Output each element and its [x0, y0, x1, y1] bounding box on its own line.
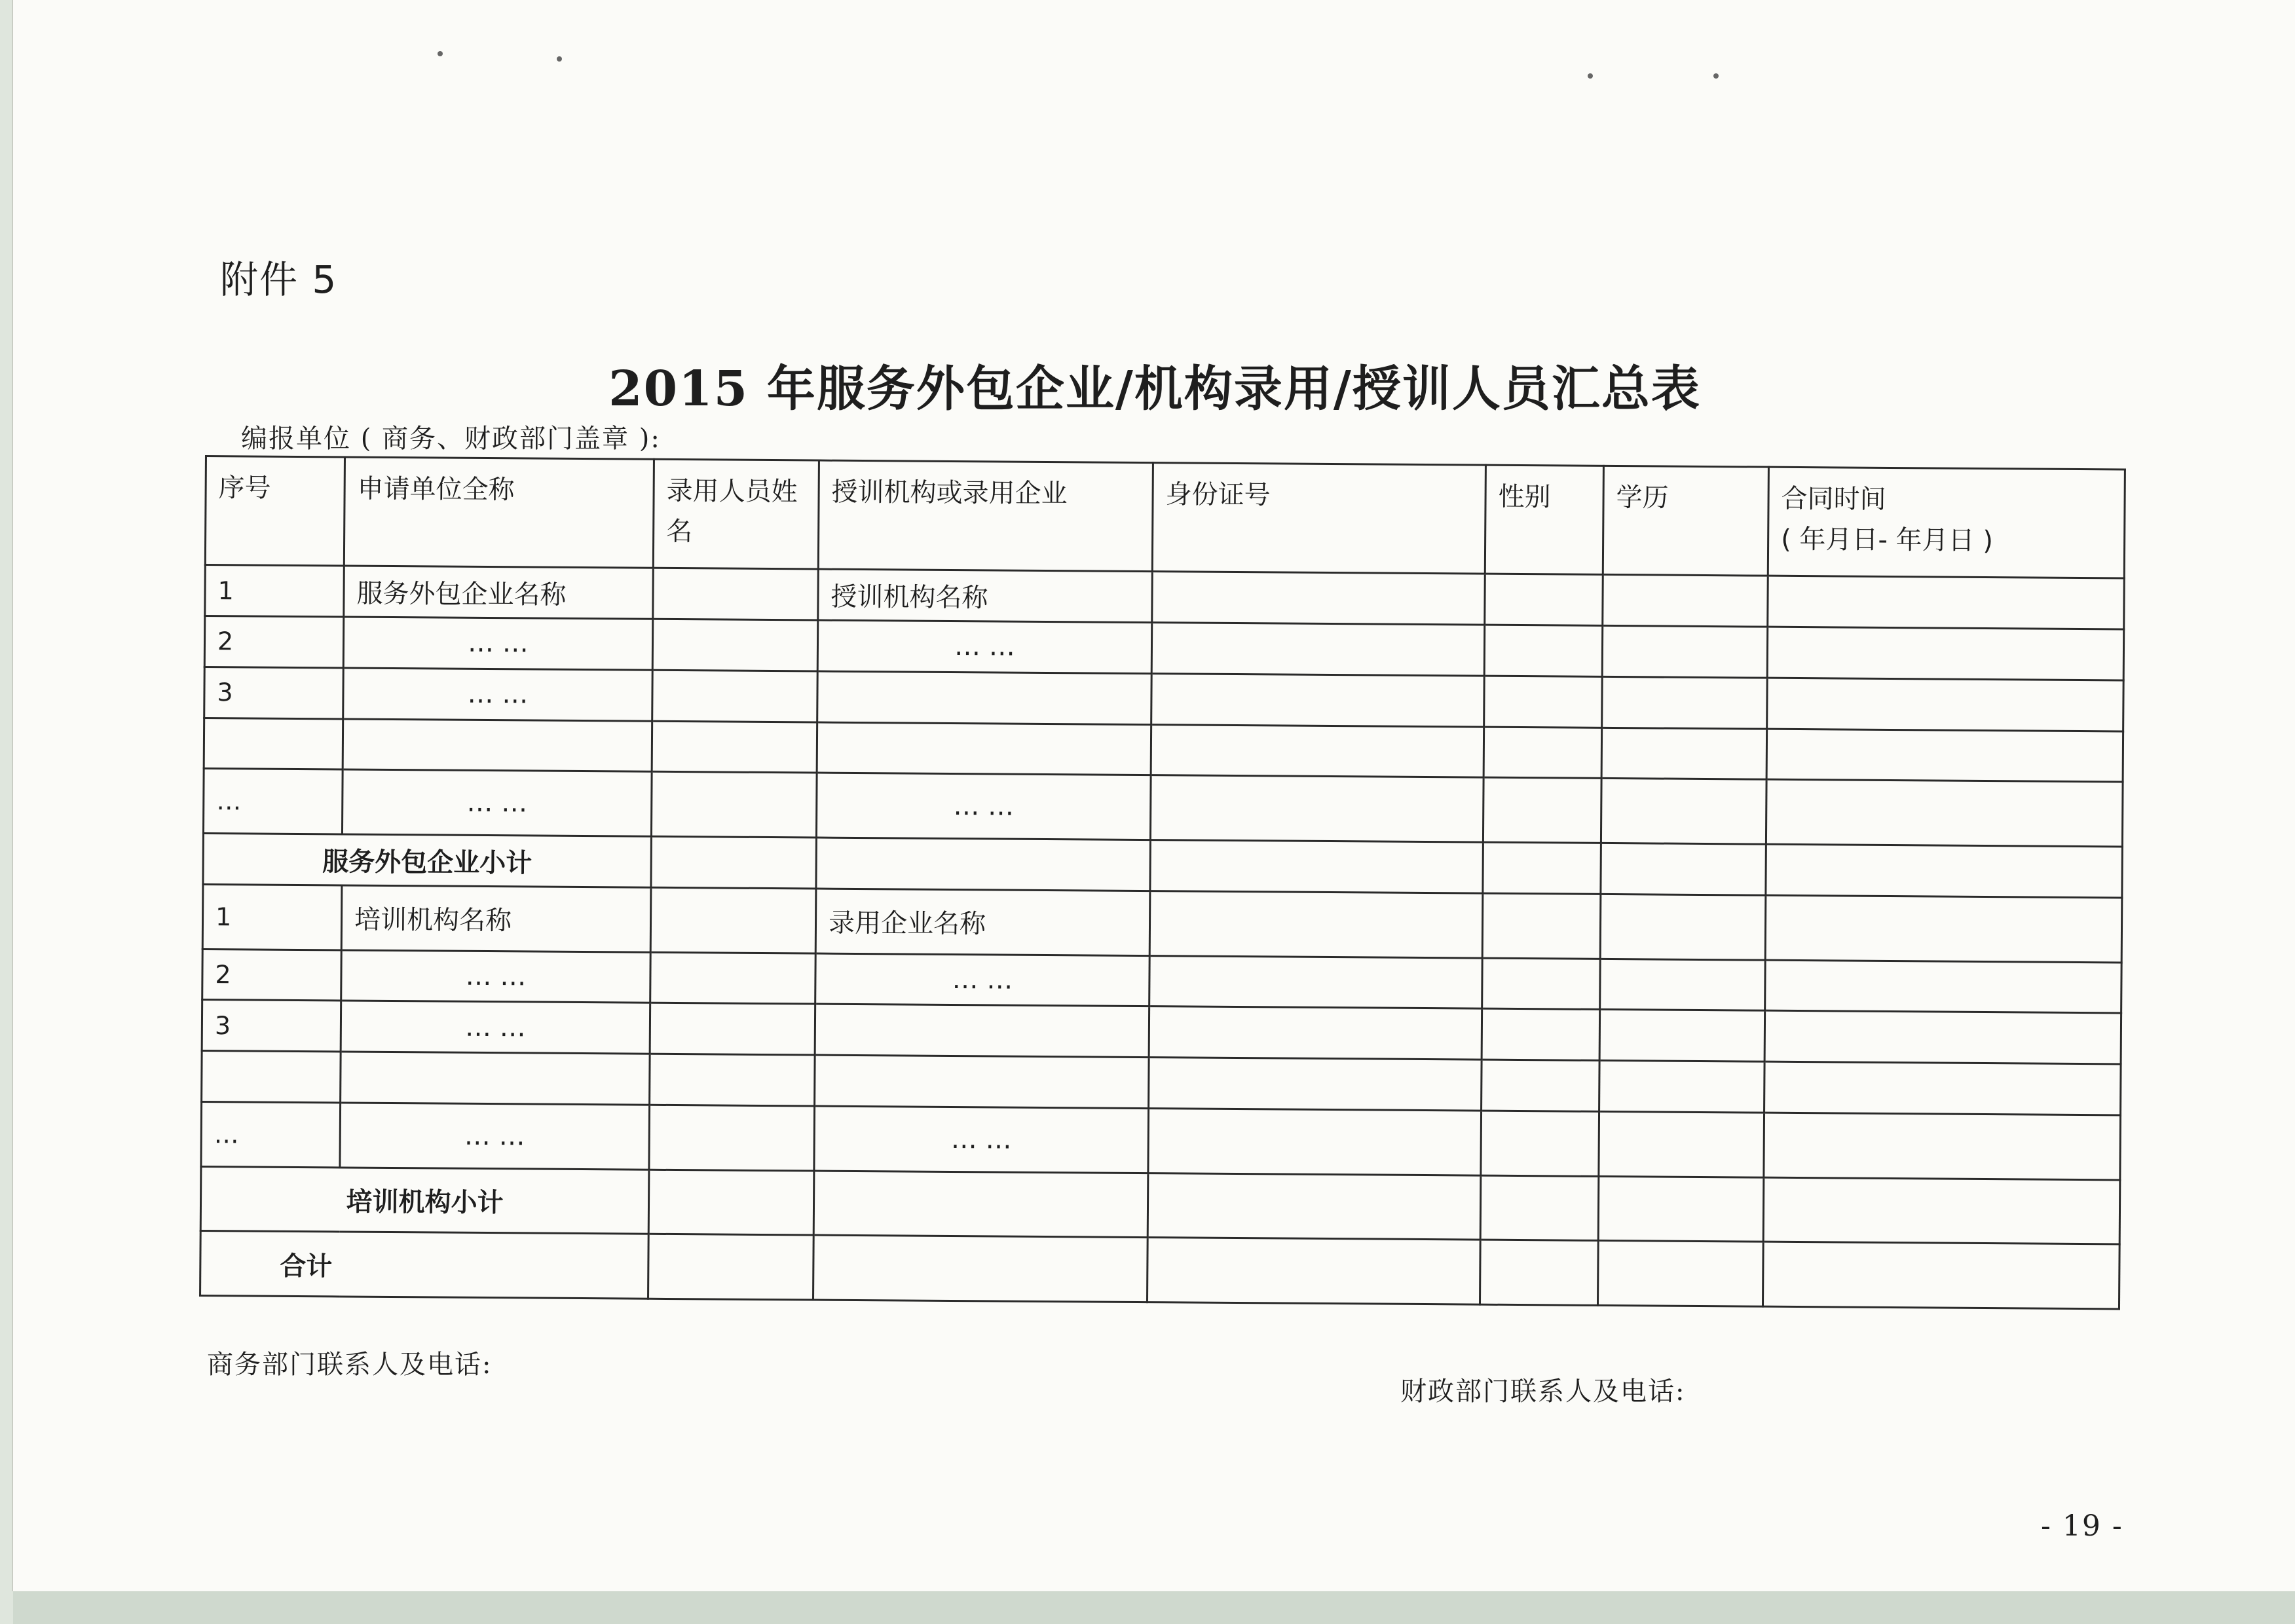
cell-applicant — [343, 719, 652, 772]
page-number: - 19 - — [2041, 1509, 2123, 1543]
cell-contract — [1766, 729, 2123, 783]
header-education: 学历 — [1603, 466, 1768, 576]
cell-org — [813, 1171, 1148, 1238]
cell-hired-name — [648, 1170, 814, 1235]
cell-org: 录用企业名称 — [815, 889, 1150, 955]
cell-contract — [1766, 780, 2123, 847]
cell-applicant: … … — [342, 769, 652, 836]
cell-education — [1598, 1176, 1764, 1242]
cell-education — [1599, 1111, 1764, 1177]
cell-seq: … — [203, 769, 343, 834]
cell-gender — [1485, 574, 1603, 625]
header-applicant: 申请单位全称 — [344, 457, 654, 568]
cell-education — [1602, 676, 1768, 729]
cell-education — [1603, 574, 1768, 627]
cell-education — [1597, 1241, 1763, 1306]
total-label: 合计 — [200, 1231, 649, 1299]
total-row — [200, 1231, 2120, 1309]
cell-education — [1600, 894, 1766, 959]
summary-table — [199, 455, 2126, 1310]
cell-gender — [1480, 1175, 1599, 1241]
document-title: 2015 年服务外包企业/机构录用/授训人员汇总表 — [608, 361, 1701, 417]
cell-org: … … — [814, 1106, 1149, 1173]
cell-hired-name — [649, 1105, 815, 1170]
subtotal-label-enterprise: 服务外包企业小计 — [203, 834, 652, 888]
cell-gender — [1483, 842, 1601, 894]
header-contract-subtitle: ( 年月日- 年月日 ) — [1780, 524, 1994, 557]
finance-contact-label: 财政部门联系人及电话: — [1400, 1376, 1686, 1407]
cell-contract — [1767, 678, 2124, 731]
cell-hired-name — [650, 887, 816, 953]
cell-id-number — [1149, 955, 1483, 1008]
cell-org — [815, 1055, 1149, 1108]
cell-contract — [1768, 576, 2125, 629]
cell-gender — [1484, 676, 1603, 728]
cell-gender — [1484, 625, 1603, 676]
cell-gender — [1482, 1008, 1600, 1060]
cell-contract — [1766, 844, 2123, 898]
scan-speck — [438, 51, 443, 56]
cell-education — [1599, 1061, 1765, 1113]
cell-hired-name — [650, 952, 816, 1005]
header-org: 授训机构或录用企业 — [818, 460, 1153, 572]
cell-org: … … — [816, 773, 1151, 840]
commerce-contact-label: 商务部门联系人及电话: — [207, 1350, 493, 1380]
cell-applicant — [341, 1052, 650, 1105]
cell-gender — [1483, 727, 1602, 779]
cell-id-number — [1149, 1058, 1482, 1111]
cell-education — [1601, 843, 1766, 895]
cell-applicant: 服务外包企业名称 — [344, 566, 654, 619]
cell-hired-name — [650, 1054, 815, 1106]
cell-gender — [1483, 778, 1601, 843]
cell-hired-name — [652, 670, 818, 722]
cell-contract — [1763, 1242, 2119, 1309]
cell-hired-name — [653, 568, 819, 620]
cell-applicant: … … — [341, 950, 651, 1003]
cell-id-number — [1148, 1109, 1482, 1175]
cell-id-number — [1152, 572, 1485, 625]
cell-hired-name — [650, 1003, 815, 1056]
cell-education — [1601, 728, 1767, 780]
cell-id-number — [1148, 1238, 1481, 1304]
cell-id-number — [1148, 1173, 1481, 1240]
cell-org — [813, 1235, 1148, 1302]
cell-hired-name — [651, 772, 817, 838]
document-page — [12, 0, 2295, 1591]
cell-hired-name — [652, 721, 817, 773]
cell-applicant: … … — [343, 668, 653, 721]
cell-applicant: … … — [343, 617, 653, 670]
scan-speck — [1588, 73, 1593, 79]
cell-seq: 2 — [202, 949, 342, 1001]
cell-org: … … — [815, 953, 1150, 1006]
cell-applicant: … … — [341, 1001, 650, 1054]
cell-gender — [1482, 893, 1601, 959]
cell-seq: 3 — [202, 1000, 341, 1052]
cell-education — [1600, 959, 1766, 1011]
cell-seq — [202, 1051, 341, 1103]
cell-hired-name — [651, 836, 817, 889]
header-seq: 序号 — [205, 456, 345, 566]
cell-org: 授训机构名称 — [818, 569, 1153, 622]
cell-education — [1602, 625, 1768, 678]
cell-org — [815, 1004, 1149, 1057]
cell-gender — [1482, 1060, 1600, 1111]
table-header-row — [205, 456, 2125, 579]
cell-gender — [1481, 1111, 1599, 1176]
cell-gender — [1482, 958, 1601, 1010]
cell-id-number — [1150, 840, 1483, 893]
scan-speck — [1713, 73, 1719, 79]
subtotal-label-training: 培训机构小计 — [200, 1166, 649, 1234]
cell-contract — [1764, 1061, 2121, 1115]
cell-contract — [1767, 627, 2124, 680]
cell-hired-name — [652, 619, 818, 671]
cell-org — [817, 722, 1151, 775]
cell-id-number — [1151, 724, 1484, 777]
cell-contract — [1764, 1113, 2121, 1179]
cell-id-number — [1150, 775, 1483, 842]
header-gender: 性别 — [1485, 465, 1603, 574]
header-contract-title: 合同时间 — [1781, 483, 1886, 515]
cell-gender — [1480, 1240, 1598, 1305]
cell-seq: 1 — [202, 884, 342, 950]
cell-applicant: 培训机构名称 — [341, 885, 651, 952]
cell-org — [816, 838, 1151, 891]
cell-education — [1601, 779, 1766, 844]
cell-contract — [1765, 960, 2122, 1014]
cell-id-number — [1151, 673, 1485, 726]
summary-table-container — [199, 455, 2124, 1310]
cell-id-number — [1149, 891, 1483, 957]
scan-speck — [557, 56, 562, 62]
cell-contract — [1765, 895, 2122, 962]
cell-seq: 2 — [204, 616, 344, 667]
cell-org — [817, 671, 1152, 724]
cell-contract — [1764, 1011, 2121, 1065]
cell-id-number — [1149, 1006, 1482, 1060]
cell-seq: 3 — [204, 667, 344, 718]
attachment-label: 附件 5 — [220, 257, 338, 302]
header-id-number: 身份证号 — [1152, 463, 1485, 574]
filing-unit-label: 编报单位 ( 商务、财政部门盖章 ): — [241, 424, 661, 454]
cell-id-number — [1151, 623, 1485, 676]
header-contract — [1768, 467, 2125, 578]
header-hired-name: 录用人员姓名 — [653, 459, 819, 569]
cell-seq: … — [201, 1102, 341, 1168]
cell-org: … … — [817, 620, 1152, 673]
cell-applicant: … … — [340, 1103, 650, 1170]
cell-seq: 1 — [205, 565, 345, 617]
cell-hired-name — [648, 1234, 814, 1300]
cell-education — [1599, 1010, 1765, 1062]
cell-seq — [204, 718, 343, 769]
cell-contract — [1763, 1177, 2120, 1244]
